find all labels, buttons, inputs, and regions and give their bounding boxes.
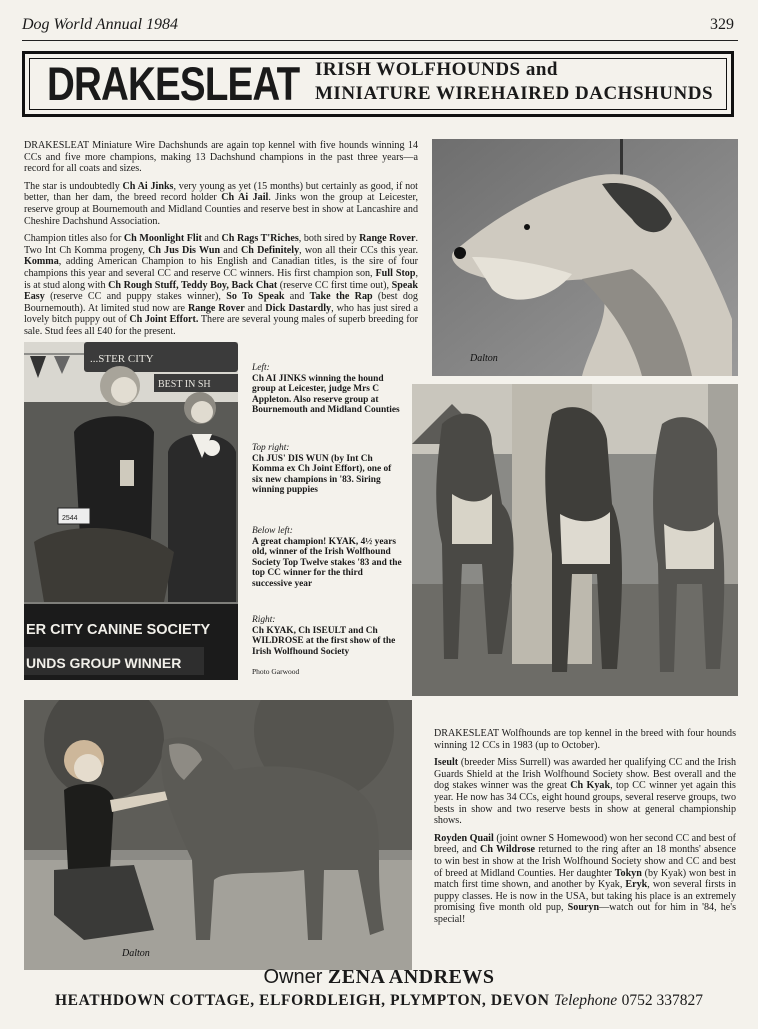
- text-run: and: [220, 244, 242, 256]
- wolfhound-article: [434, 728, 736, 932]
- article-paragraph: [434, 757, 736, 827]
- bold-dog-name: Souryn: [567, 902, 600, 914]
- bold-dog-name: Eryk: [625, 879, 648, 891]
- owner-line: [0, 966, 758, 989]
- telephone-label: Telephone: [554, 992, 618, 1009]
- bold-dog-name: Ch Ai Jinks: [122, 180, 174, 192]
- text-run: and: [284, 291, 310, 303]
- caption-text: Ch JUS' DIS WUN (by Int Ch Komma ex Ch Joint Effort), one of six new champions in '83. Siring winning puppies: [252, 453, 392, 496]
- text-run: , adding American Champion to his English and Canadian titles, is the sire of four champions this year and several CC and reserve CC winners. His first champion son,: [24, 256, 418, 279]
- article-paragraph: [24, 181, 418, 227]
- text-run: Champion titles also for: [24, 233, 124, 245]
- photographer-signature: Dalton: [122, 948, 150, 959]
- caption-right-photo: [252, 615, 404, 678]
- text-run: and: [244, 302, 266, 314]
- caption-below-left-photo: [252, 526, 404, 590]
- bold-dog-name: Ch Kyak: [570, 780, 611, 792]
- caption-label: Right:: [252, 615, 276, 625]
- bold-dog-name: Range Rover: [187, 302, 245, 314]
- kennel-name: DRAKESLEAT: [47, 57, 300, 110]
- bold-dog-name: So To Speak: [226, 291, 285, 303]
- text-run: (joint owner S Homewood) won her second CC and best of breed, and: [434, 832, 736, 856]
- text-run: DRAKESLEAT Wolfhounds are top kennel in the breed with four hounds winning 12 CCs in 1983 (up to October).: [434, 728, 736, 751]
- kennel-address: HEATHDOWN COTTAGE, ELFORDLEIGH, PLYMPTON, DEVON: [54, 992, 550, 1009]
- caption-text: Ch AI JINKS winning the hound group at Leicester, judge Mrs C Appleton. Also reserve group at Bournemouth and Midland Counties: [252, 373, 400, 416]
- text-run: , both sired by: [298, 233, 360, 245]
- photo-three-wolfhounds: [412, 384, 738, 696]
- text-run: and: [201, 233, 222, 245]
- owner-label: Owner: [263, 966, 323, 988]
- show-sign-line-2: UNDS GROUP WINNER: [26, 655, 182, 671]
- bold-dog-name: Ch Jus Dis Wun: [148, 244, 221, 256]
- bold-dog-name: Ch Joint Effort.: [129, 314, 199, 326]
- photographer-signature: Dalton: [470, 353, 498, 364]
- text-run: , top CC winner yet again this year. He now has 34 CCs, eight hound groups, several reserve groups, two bests in show and two reserve bests in show at general championship shows.: [434, 780, 736, 827]
- bold-dog-name: Tokyn: [614, 867, 642, 879]
- bold-dog-name: Iseult: [434, 757, 459, 769]
- text-run: , won all their CCs this year.: [299, 244, 418, 256]
- photo-group-win: [24, 342, 238, 680]
- text-run: The star is undoubtedly: [24, 180, 123, 192]
- best-in-show-banner-text: BEST IN SH: [158, 379, 211, 390]
- caption-label: Left:: [252, 363, 270, 373]
- show-sign-line-1: ER CITY CANINE SOCIETY: [26, 622, 211, 638]
- text-run: . Jinks won the group at Leicester, reserve group at Bournemouth and Midland Counties and reserve best in show at Lancashire and Cheshire Dachshund Association.: [24, 192, 418, 227]
- photo-wolfhound-head: [432, 139, 738, 376]
- page-number: 329: [710, 16, 734, 33]
- text-run: . Two Int Ch Komma progeny,: [24, 233, 418, 256]
- text-run: (reserve CC first time out),: [277, 279, 392, 291]
- bold-dog-name: Speak Easy: [24, 279, 418, 303]
- text-run: (best dog Bournemouth). At limited stud now are: [24, 291, 418, 314]
- title-banner: [22, 51, 734, 117]
- text-run: , won several firsts in puppy classes. He is now in the USA, but taking his place is an extremely promising five month old pup,: [434, 879, 736, 914]
- header-rule: [22, 40, 738, 41]
- text-run: —watch out for him in '84, he's special!: [434, 902, 736, 925]
- bold-dog-name: Take the Rap: [309, 291, 373, 303]
- bold-dog-name: Ch Definitely: [241, 244, 300, 256]
- article-paragraph: [24, 140, 418, 175]
- caption-label: Top right:: [252, 443, 290, 453]
- article-paragraph: [434, 728, 736, 751]
- bold-dog-name: Full Stop: [375, 267, 416, 279]
- bold-dog-name: Royden Quail: [434, 832, 494, 844]
- text-run: , very young as yet (15 months) but certainly as good, if not better, than her dam, the breed record holder: [24, 180, 418, 204]
- caption-left-photo: [252, 363, 404, 416]
- text-run: returned to the ring after an 18 months' absence to win best in show at the Irish Wolfhound Society show and CC and best of breed at Midland Counties. Her daughter: [434, 844, 736, 879]
- running-header-title: Dog World Annual 1984: [22, 16, 179, 33]
- text-run: , who has just sired a lovely bitch puppy out of: [24, 302, 419, 326]
- caption-text: A great champion! KYAK, 4½ years old, winner of the Irish Wolfhound Society Top Twelve stakes '83 and the top CC winner for the third successive year: [252, 536, 402, 589]
- banner-city-text: ...STER CITY: [90, 353, 154, 365]
- dachshund-article: [24, 140, 418, 344]
- bold-dog-name: Range Rover: [359, 233, 416, 245]
- bold-dog-name: Ch Rags T'Riches: [221, 233, 299, 245]
- text-run: There are several young males of superb breeding for sale. Stud fees all £40 for the present.: [24, 314, 418, 337]
- owner-name: ZENA ANDREWS: [327, 966, 495, 988]
- caption-top-right-photo: [252, 443, 404, 496]
- bold-dog-name: Ch Ai Jail: [221, 192, 269, 204]
- article-paragraph: [24, 233, 418, 337]
- photo-credit: Photo Garwood: [252, 667, 300, 677]
- address-line: [0, 992, 758, 1010]
- photo-woman-with-wolfhound: [24, 700, 412, 970]
- text-run: (by Kyak) won best in match first time shown, and another by Kyak,: [434, 867, 736, 891]
- banner-subtitle-1: IRISH WOLFHOUNDS and: [315, 59, 558, 80]
- bold-dog-name: Ch Rough Stuff, Teddy Boy, Back Chat: [108, 279, 278, 291]
- ring-number-card: 2544: [62, 515, 78, 522]
- bold-dog-name: Ch Wildrose: [480, 844, 535, 856]
- text-run: (reserve CC and puppy stakes winner),: [44, 291, 227, 303]
- caption-text: Ch KYAK, Ch ISEULT and Ch WILDROSE at the first show of the Irish Wolfhound Society: [252, 625, 396, 657]
- text-run: DRAKESLEAT Miniature Wire Dachshunds are again top kennel with five hounds winning 14 CCs and five more champions, making 13 Dachshund champions in the past three years—a record for all coats and sizes.: [24, 140, 418, 175]
- bold-dog-name: Komma: [24, 256, 59, 268]
- caption-label: Below left:: [252, 526, 293, 536]
- bold-dog-name: Ch Moonlight Flit: [123, 233, 202, 245]
- article-paragraph: [434, 833, 736, 926]
- bold-dog-name: Dick Dastardly: [265, 302, 332, 314]
- banner-subtitle-2: MINIATURE WIREHAIRED DACHSHUNDS: [315, 83, 714, 104]
- text-run: (breeder Miss Surrell) was awarded her qualifying CC and the Irish Guards Shield at the Irish Wolfhound Society show. Best overall and the dog stakes winner was the great: [434, 757, 736, 792]
- text-run: , is at stud along with: [24, 267, 418, 291]
- telephone-number: 0752 337827: [621, 992, 704, 1009]
